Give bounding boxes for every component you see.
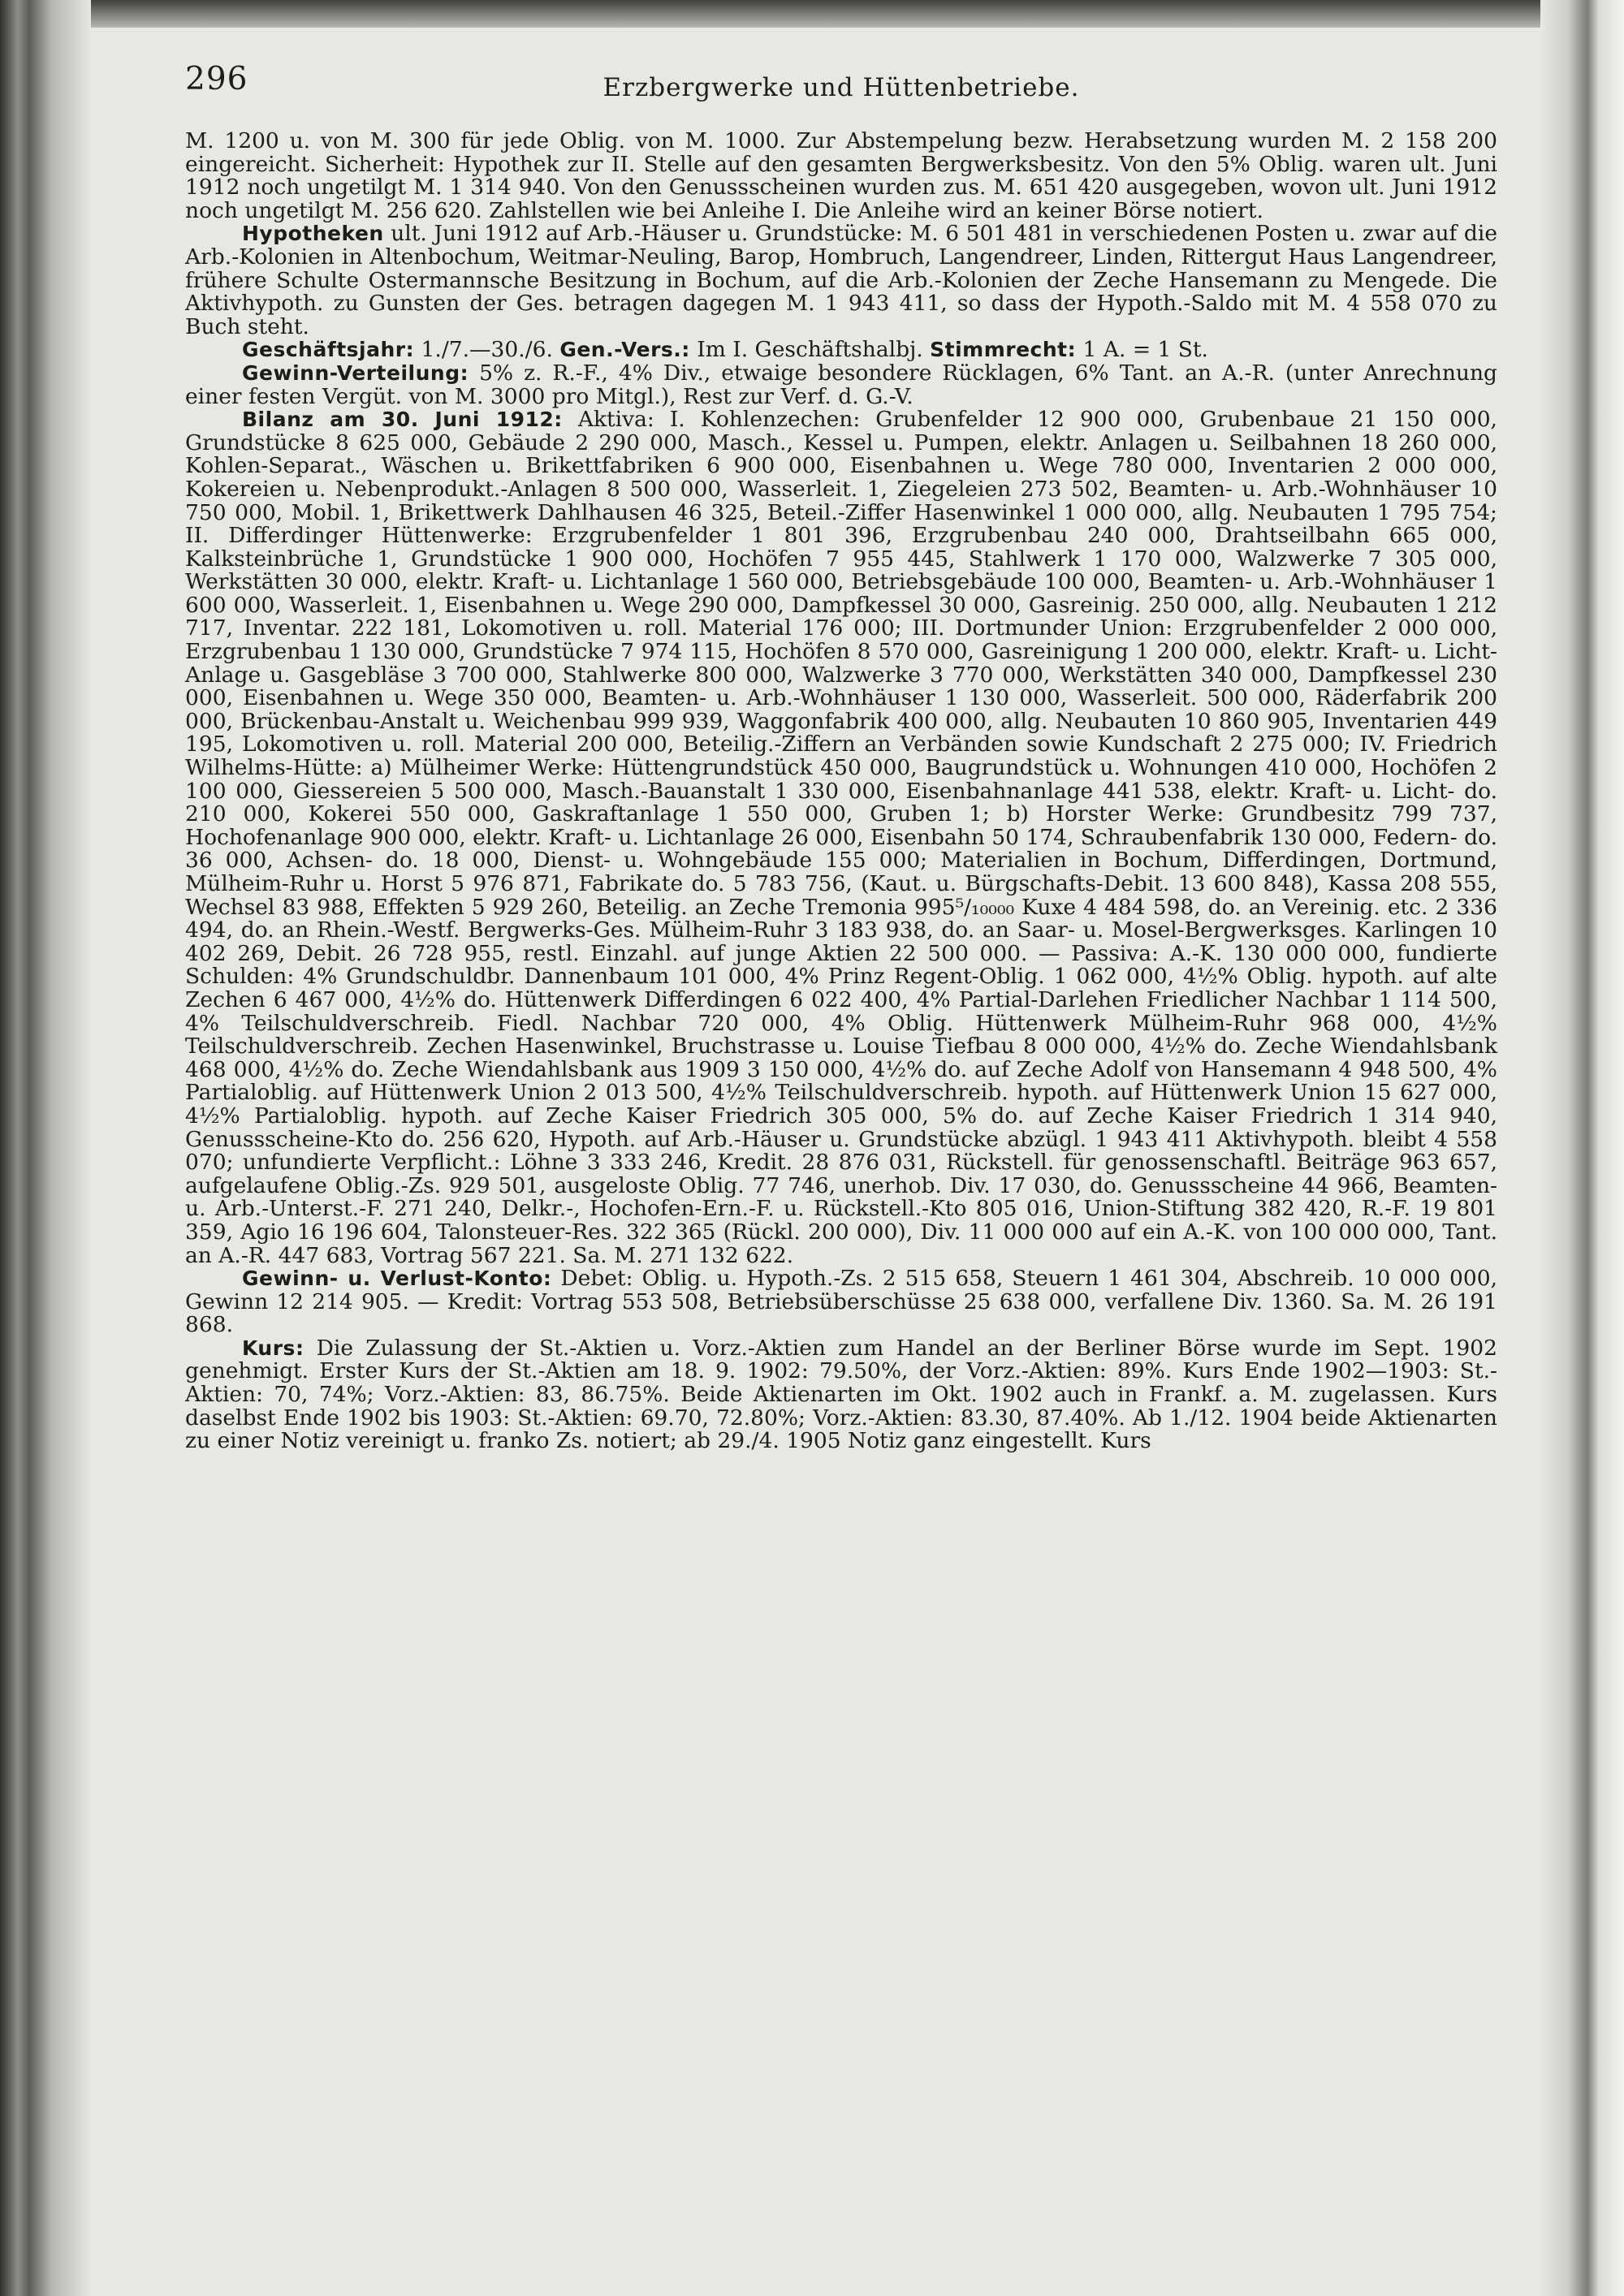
- page-title: Erzbergwerke und Hüttenbetriebe.: [603, 73, 1080, 102]
- section-lead: Geschäftsjahr:: [242, 338, 415, 362]
- paragraph-gewinn-verlust-konto: [185, 1267, 1497, 1337]
- page-number: 296: [185, 61, 248, 97]
- section-lead: Gewinn- u. Verlust-Konto:: [242, 1267, 552, 1291]
- paragraph-geschaeftsjahr: [185, 339, 1497, 362]
- page-top-edge: [0, 0, 1624, 28]
- section-lead: Hypotheken: [242, 222, 384, 246]
- paragraph-kurs: [185, 1337, 1497, 1453]
- paragraph-gewinn-verteilung: [185, 362, 1497, 408]
- section-body: Im I. Geschäftshalbj.: [689, 337, 931, 363]
- section-body: Die Zulassung der St.-Aktien u. Vorz.-Aktien zum Handel an der Berliner Börse wurde im Sept. 1902 genehmigt. Erster Kurs der St.-Aktien am 18. 9. 1902: 79.50%, der Vorz.-Aktien: 89%. Kurs Ende 1902—1903: St.-Aktien: 70, 74%; Vorz.-Aktien: 83, 86.75%. Beide Aktienarten im Okt. 1902 auch in Frankf. a. M. zugelassen. Kurs daselbst Ende 1902 bis 1903: St.-Aktien: 69.70, 72.80%; Vorz.-Aktien: 83.30, 87.40%. Ab 1./12. 1904 beide Aktienarten zu einer Notiz vereinigt u. franko Zs. notiert; ab 29./4. 1905 Notiz ganz eingestellt. Kurs: [185, 1335, 1497, 1454]
- running-head: [185, 61, 1497, 130]
- section-body: Debet: Oblig. u. Hypoth.-Zs. 2 515 658, Steuern 1 461 304, Abschreib. 10 000 000, Gewinn 12 214 905. — Kredit: Vortrag 553 508, Betriebsüberschüsse 25 638 000, verfallene Div. 1360. Sa. M. 26 191 868.: [185, 1266, 1498, 1338]
- section-body: ult. Juni 1912 auf Arb.-Häuser u. Grundstücke: M. 6 501 481 in verschiedenen Posten u. zwar auf die Arb.-Kolonien in Altenbochum, Weitmar-Neuling, Barop, Hombruch, Langendreer, Linden, Rittergut Haus Langendreer, frühere Schulte Ostermannsche Besitzung in Bochum, auf die Arb.-Kolonien der Zeche Hansemann zu Mengede. Die Aktivhypoth. zu Gunsten der Ges. betragen dagegen M. 1 943 411, so dass der Hypoth.-Saldo mit M. 4 558 070 zu Buch steht.: [185, 221, 1497, 339]
- section-lead: Kurs:: [242, 1336, 304, 1360]
- paragraph-bilanz: [185, 408, 1497, 1267]
- section-lead: Gen.-Vers.:: [559, 338, 690, 362]
- section-lead: Bilanz am 30. Juni 1912:: [242, 408, 563, 432]
- section-body: 5% z. R.-F., 4% Div., etwaige besondere Rücklagen, 6% Tant. an A.-R. (unter Anrechnung einer festen Vergüt. von M. 3000 pro Mitgl.), Rest zur Verf. d. G.-V.: [185, 360, 1497, 409]
- section-lead: Gewinn-Verteilung:: [242, 360, 469, 385]
- section-body: Aktiva: I. Kohlenzechen: Grubenfelder 12 900 000, Grubenbaue 21 150 000, Grundstücke 8 625 000, Gebäude 2 290 000, Masch., Kessel u. Pumpen, elektr. Anlagen u. Seilbahnen 18 260 000, Kohlen-Separat., Wäschen u. Brikettfabriken 6 900 000, Eisenbahnen u. Wege 780 000, Inventarien 2 000 000, Kokereien u. Nebenprodukt.-Anlagen 8 500 000, Wasserleit. 1, Ziegeleien 273 502, Beamten- u. Arb.-Wohnhäuser 10 750 000, Mobil. 1, Brikettwerk Dahlhausen 46 325, Beteil.-Ziffer Hasenwinkel 1 000 000, allg. Neubauten 1 795 754; II. Differdinger Hüttenwerke: Erzgrubenfelder 1 801 396, Erzgrubenbau 240 000, Drahtseilbahn 665 000, Kalksteinbrüche 1, Grundstücke 1 900 000, Hochöfen 7 955 445, Stahlwerk 1 170 000, Walzwerke 7 305 000, Werkstätten 30 000, elektr. Kraft- u. Lichtanlage 1 560 000, Betriebsgebäude 100 000, Beamten- u. Arb.-Wohnhäuser 1 600 000, Wasserleit. 1, Eisenbahnen u. Wege 290 000, Dampfkessel 30 000, Gasreinig. 250 000, allg. Neubauten 1 212 717, Inventar. 222 181, Lokomotiven u. roll. Material 176 000; III. Dortmunder Union: Erzgrubenfelder 2 000 000, Erzgrubenbau 1 130 000, Grundstücke 7 974 115, Hochöfen 8 570 000, Gasreinigung 1 200 000, elektr. Kraft- u. Licht-Anlage u. Gasgebläse 3 700 000, Stahlwerke 800 000, Walzwerke 3 770 000, Werkstätten 340 000, Dampfkessel 230 000, Eisenbahnen u. Wege 350 000, Beamten- u. Arb.-Wohnhäuser 1 130 000, Wasserleit. 500 000, Räderfabrik 200 000, Brückenbau-Anstalt u. Weichenbau 999 939, Waggonfabrik 400 000, allg. Neubauten 10 860 905, Inventarien 449 195, Lokomotiven u. roll. Material 200 000, Beteilig.-Ziffern an Verbänden sowie Kundschaft 2 275 000; IV. Friedrich Wilhelms-Hütte: a) Mülheimer Werke: Hüttengrundstück 450 000, Baugrundstück u. Wohnungen 410 000, Hochöfen 2 100 000, Giessereien 5 500 000, Masch.-Bauanstalt 1 330 000, Eisenbahnanlage 441 538, elektr. Kraft- u. Licht- do. 210 000, Kokerei 550 000, Gaskraftanlage 1 550 000, Gruben 1; b) Horster Werke: Grundbesitz 799 737, Hochofenanlage 900 000, elektr. Kraft- u. Lichtanlage 26 000, Eisenbahn 50 174, Schraubenfabrik 130 000, Federn- do. 36 000, Achsen- do. 18 000, Dienst- u. Wohngebäude 155 000; Materialien in Bochum, Differdingen, Dortmund, Mülheim-Ruhr u. Horst 5 976 871, Fabrikate do. 5 783 756, (Kaut. u. Bürgschafts-Debit. 13 600 848), Kassa 208 555, Wechsel 83 988, Effekten 5 929 260, Beteilig. an Zeche Tremonia 995⁵/₁₀₀₀₀ Kuxe 4 484 598, do. an Vereinig. etc. 2 336 494, do. an Rhein.-Westf. Bergwerks-Ges. Mülheim-Ruhr 3 183 938, do. an Saar- u. Mosel-Bergwerksges. Karlingen 10 402 269, Debit. 26 728 955, restl. Einzahl. auf junge Aktien 22 500 000. — Passiva: A.-K. 130 000 000, fundierte Schulden: 4% Grundschuldbr. Dannenbaum 101 000, 4% Prinz Regent-Oblig. 1 062 000, 4½% Oblig. hypoth. auf alte Zechen 6 467 000, 4½% do. Hüttenwerk Differdingen 6 022 400, 4% Partial-Darlehen Friedlicher Nachbar 1 114 500, 4% Teilschuldverschreib. Fiedl. Nachbar 720 000, 4% Oblig. Hüttenwerk Mülheim-Ruhr 968 000, 4½% Teilschuldverschreib. Zechen Hasenwinkel, Bruchstrasse u. Louise Tiefbau 8 000 000, 4½% do. Zeche Wiendahlsbank 468 000, 4½% do. Zeche Wiendahlsbank aus 1909 3 150 000, 4½% do. auf Zeche Adolf von Hansemann 4 948 500, 4% Partialoblig. auf Hüttenwerk Union 2 013 500, 4½% Teilschuldverschreib. hypoth. auf Hüttenwerk Union 15 627 000, 4½% Partialoblig. hypoth. auf Zeche Kaiser Friedrich 305 000, 5% do. auf Zeche Kaiser Friedrich 1 314 940, Genussscheine-Kto do. 256 620, Hypoth. auf Arb.-Häuser u. Grundstücke abzügl. 1 943 411 Aktivhypoth. bleibt 4 558 070; unfundierte Verpflicht.: Löhne 3 333 246, Kredit. 28 876 031, Rückstell. für genossenschaftl. Beiträge 963 657, aufgelaufene Oblig.-Zs. 929 501, ausgeloste Oblig. 77 746, unerhob. Div. 17 030, do. Genussscheine 44 966, Beamten- u. Arb.-Unterst.-F. 271 240, Delkr.-, Hochofen-Ern.-F. u. Rückstell.-Kto 805 016, Union-Stiftung 382 420, R.-F. 19 801 359, Agio 16 196 604, Talonsteuer-Res. 322 365 (Rückl. 200 000), Div. 11 000 000 auf ein A.-K. von 100 000 000, Tant. an A.-R. 447 683, Vortrag 567 221. Sa. M. 271 132 622.: [185, 407, 1497, 1268]
- page-text: [185, 61, 1498, 1454]
- paragraph-anleihe-continued: M. 1200 u. von M. 300 für jede Oblig. von M. 1000. Zur Abstempelung bezw. Herabsetzung wurden M. 2 158 200 eingereicht. Sicherheit: Hypothek zur II. Stelle auf den gesamten Bergwerksbesitz. Von den 5% Oblig. waren ult. Juni 1912 noch ungetilgt M. 1 314 940. Von den Genussscheinen wurden zus. M. 651 420 ausgegeben, wovon ult. Juni 1912 noch ungetilgt M. 256 620. Zahlstellen wie bei Anleihe I. Die Anleihe wird an keiner Börse notiert.: [185, 128, 1497, 223]
- section-body: 1./7.—30./6.: [414, 337, 560, 363]
- section-body: 1 A. = 1 St.: [1076, 337, 1208, 363]
- section-lead: Stimmrecht:: [930, 338, 1077, 362]
- page-right-edge: [1540, 0, 1624, 2296]
- paragraph-hypotheken: [185, 222, 1497, 339]
- book-binding-shadow: [0, 0, 91, 2296]
